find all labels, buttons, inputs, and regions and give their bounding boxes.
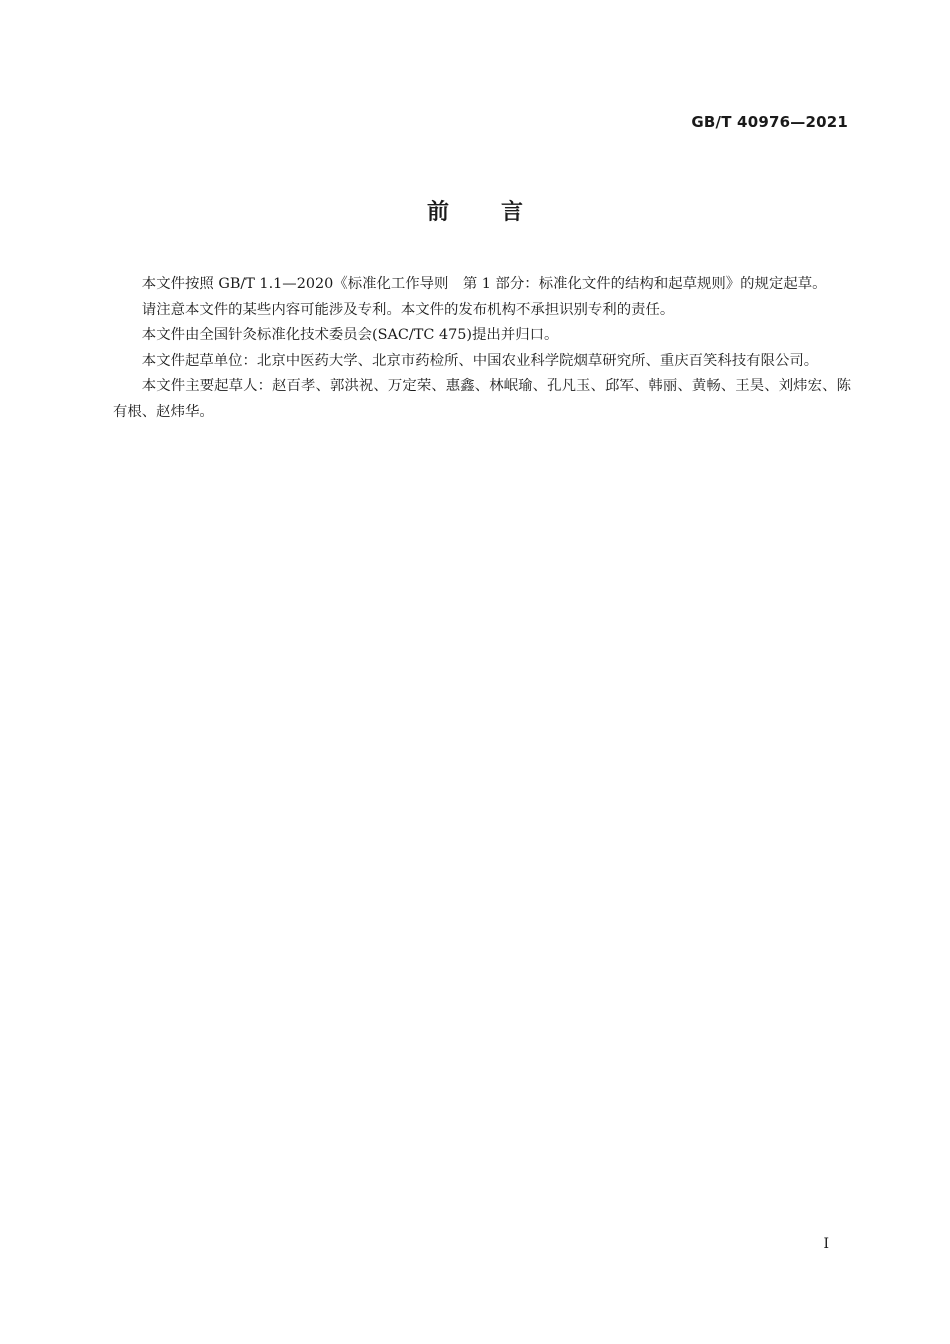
paragraph-patent-notice: 请注意本文件的某些内容可能涉及专利。本文件的发布机构不承担识别专利的责任。: [141, 301, 675, 318]
page-title: 前言: [426, 200, 575, 225]
paragraph-drafting-rules: 本文件按照 GB/T 1.1—2020《标准化工作导则 第 1 部分：标准化文件的结构和起草规则》的规定起草。: [141, 276, 827, 292]
paragraph-drafting-units: 本文件起草单位：北京中医药大学、北京市药检所、中国农业科学院烟草研究所、重庆百笑科技有限公司。: [141, 352, 819, 369]
standard-number: GB/T 40976—2021: [691, 113, 848, 131]
foreword-body: [113, 272, 851, 425]
paragraph-main-drafters: 本文件主要起草人：赵百孝、郭洪祝、万定荣、惠鑫、林岷瑜、孔凡玉、邱军、韩丽、黄畅、王昊、刘炜宏、陈有根、赵炜华。: [113, 378, 851, 420]
paragraph-proposer: 本文件由全国针灸标准化技术委员会(SAC/TC 475)提出并归口。: [141, 327, 559, 343]
page-number: I: [823, 1236, 829, 1252]
